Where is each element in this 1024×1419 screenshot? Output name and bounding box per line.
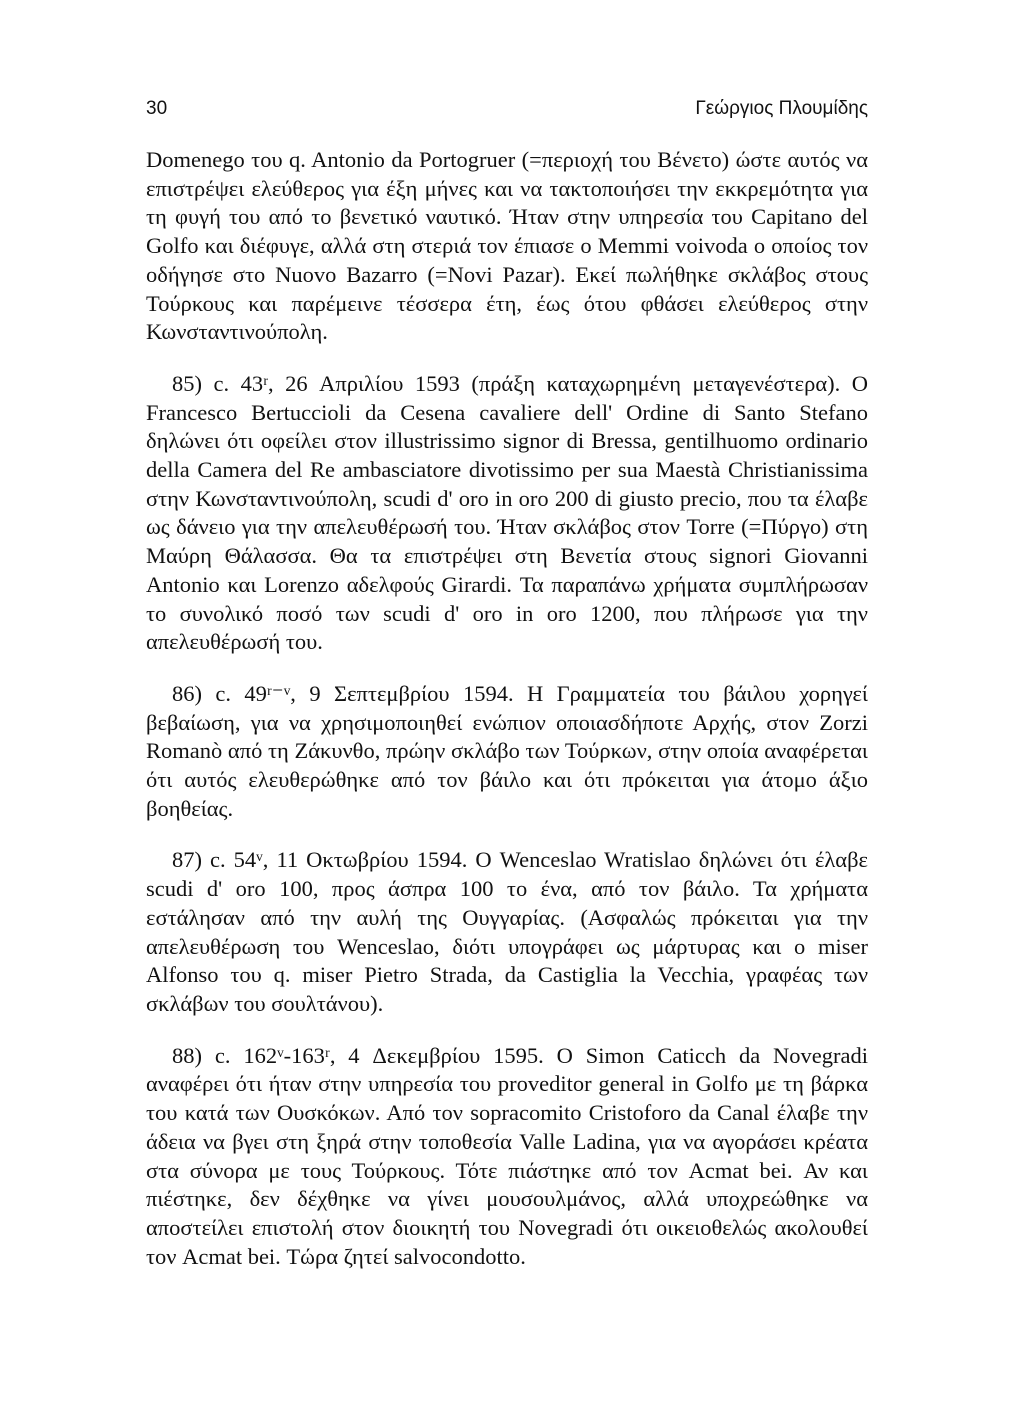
entry-85: 85) c. 43ʳ, 26 Απριλίου 1593 (πράξη καταχωρημένη μεταγενέστερα). Ο Francesco Bertuccioli da Cesena cavaliere dell' Ordine di Santo Stefano δηλώνει ότι οφείλει στον illustrissimo signor di Bressa, gentilhuomo ordinario della Camera del Re ambasciatore divotissimo per sua Maestà Christianissima στην Κωνσταντινούπολη, scudi d' oro in oro 200 di giusto precio, που τα έλαβε ως δάνειο για την απελευθέρωσή του. Ήταν σκλάβος στον Torre (=Πύργο) στη Μαύρη Θάλασσα. Θα τα επιστρέψει στη Βενετία στους signori Giovanni Antonio και Lorenzo αδελφούς Girardi. Τα παραπάνω χρήματα συμπλήρωσαν το συνολικό ποσό των scudi d' oro in oro 1200, που πλήρωσε για την απελευθέρωσή του. — [146, 370, 868, 655]
entry-87: 87) c. 54ᵛ, 11 Οκτωβρίου 1594. Ο Wenceslao Wratislao δηλώνει ότι έλαβε scudi d' oro 100, προς άσπρα 100 το ένα, από τον βάιλο. Τα χρήματα εστάλησαν από την αυλή της Ουγγαρίας. (Ασφαλώς πρόκειται για την απελευθέρωση του Wenceslao, διότι υπογράφει ως μάρτυρας και ο miser Alfonso του q. miser Pietro Strada, da Castiglia la Vecchia, γραφέας των σκλάβων του σουλτάνου). — [146, 847, 868, 1016]
page-number: 30 — [146, 98, 168, 119]
entry-86: 86) c. 49ʳ⁻ᵛ, 9 Σεπτεμβρίου 1594. Η Γραμματεία του βάιλου χορηγεί βεβαίωση, για να χρησιμοποιηθεί ενώπιον οποιασδήποτε Αρχής, στον Zorzi Romanò από τη Ζάκυνθο, πρώην σκλάβο των Τούρκων, στην οποία αναφέρεται ότι αυτός ελευθερώθηκε από τον βάιλο και ότι πρόκειται για άτομο άξιο βοηθείας. — [146, 680, 868, 821]
page-header — [146, 98, 868, 128]
entry-88: 88) c. 162ᵛ-163ʳ, 4 Δεκεμβρίου 1595. Ο Simon Caticch da Novegradi αναφέρει ότι ήταν στην υπηρεσία του proveditor general in Golfo με τη βάρκα του κατά των Ουσκόκων. Από τον sopracomito Cristoforo da Canal έλαβε την άδεια να βγει στη ξηρά στην τοποθεσία Valle Ladina, για να αγοράσει κρέατα στα σύνορα με τους Τούρκους. Τότε πιάστηκε από τον Acmat bei. Αν και πιέστηκε, δεν δέχθηκε να γίνει μουσουλμάνος, αλλά υποχρεώθηκε να αποστείλει επιστολή στον διοικητή του Novegradi ότι οικειοθελώς ακολουθεί τον Acmat bei. Τώρα ζητεί salvocondotto. — [146, 1042, 868, 1269]
running-head-author: Γεώργιος Πλουμίδης — [695, 98, 868, 119]
body-text — [146, 146, 868, 1271]
paragraph-continuation: Domenego του q. Antonio da Portogruer (=περιοχή του Βένετο) ώστε αυτός να επιστρέψει ελεύθερος για έξη μήνες και να τακτοποιήσει την εκκρεμότητα για τη φυγή του από το βενετικό ναυτικό. Ήταν στην υπηρεσία του Capitano del Golfo και διέφυγε, αλλά στη στεριά τον έπιασε ο Memmi voivoda ο οποίος τον οδήγησε στο Nuovo Bazarro (=Novi Pazar). Εκεί πωλήθηκε σκλάβος στους Τούρκους και παρέμεινε τέσσερα έτη, έως ότου φθάσει ελεύθερος στην Κωνσταντινούπολη. — [146, 147, 868, 345]
